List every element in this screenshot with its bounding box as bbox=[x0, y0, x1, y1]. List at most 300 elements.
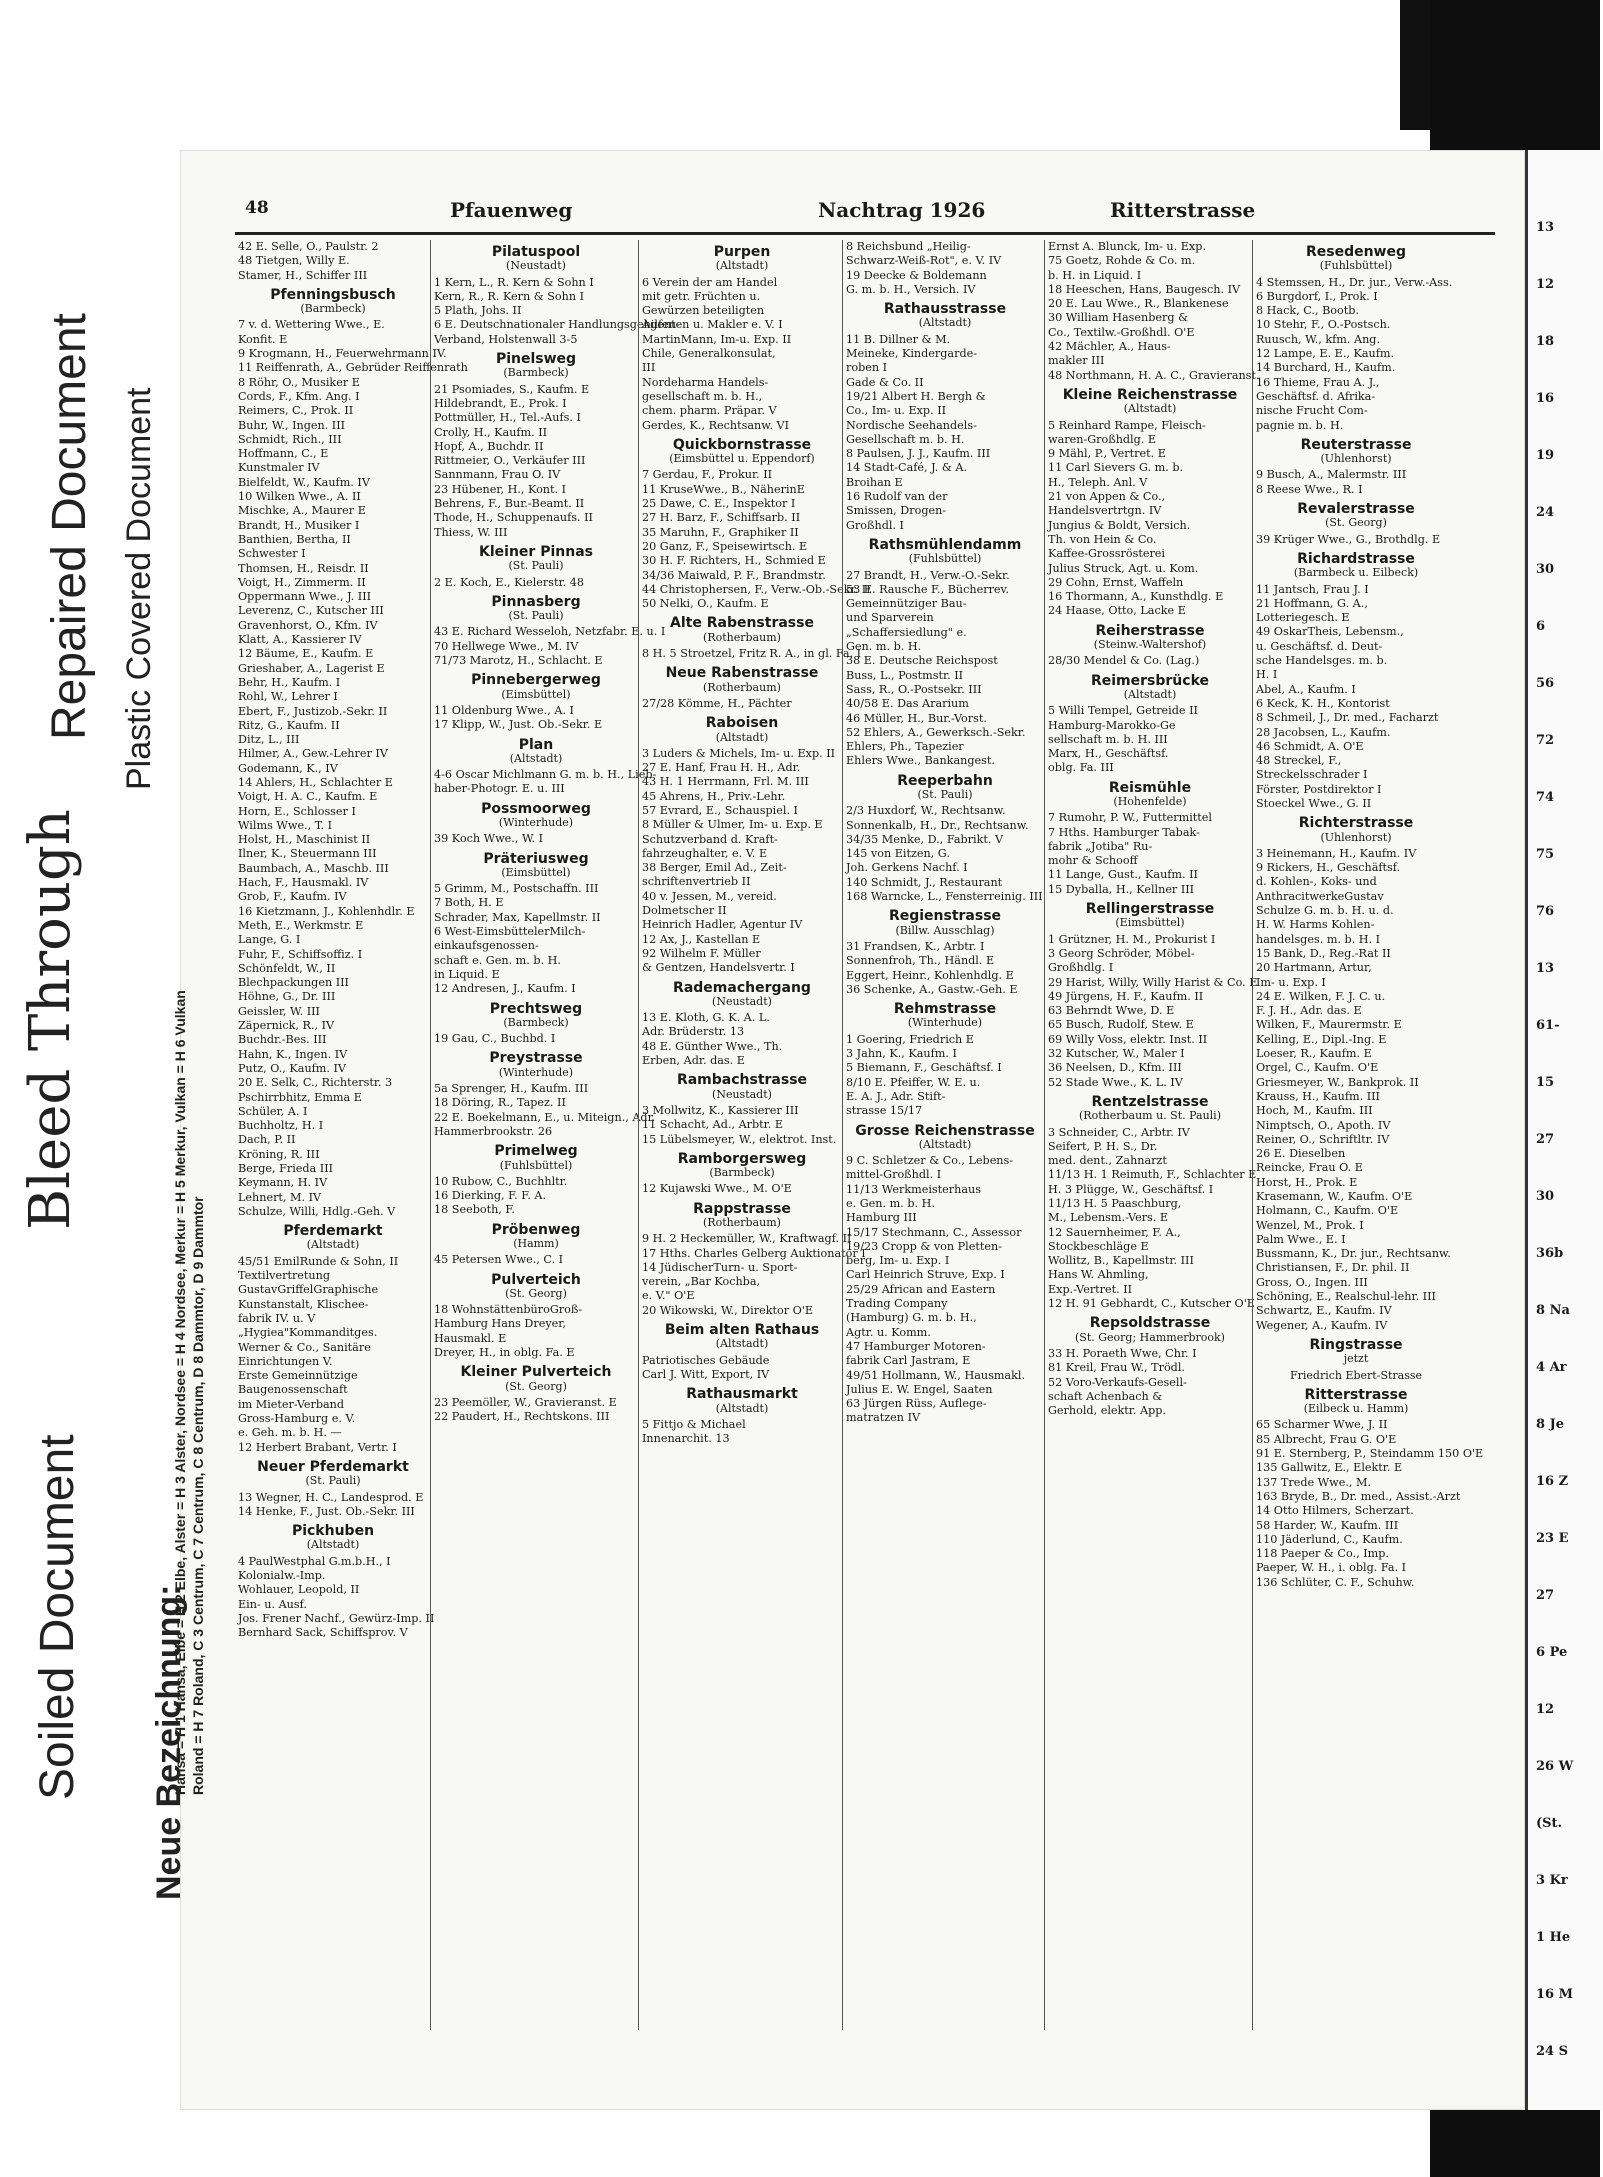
directory-entry: Schrader, Max, Kapellmstr. II bbox=[434, 910, 601, 924]
directory-entry: 6 E. Deutschnationaler Handlungsgehilfen- bbox=[434, 318, 680, 332]
directory-entry: Buchholtz, H. I bbox=[238, 1119, 324, 1133]
directory-entry: 15/17 Stechmann, C., Assessor bbox=[846, 1225, 1022, 1239]
directory-entry: Hilmer, A., Gew.-Lehrer IV bbox=[238, 747, 388, 761]
directory-entry: 22 Paudert, H., Rechtskons. III bbox=[434, 1410, 610, 1424]
directory-entry: Rohl, W., Lehrer I bbox=[238, 690, 338, 704]
directory-entry: Putz, O., Kaufm. IV bbox=[238, 1061, 347, 1075]
adjacent-page-fragment: 61- bbox=[1536, 1018, 1560, 1033]
district-label: (Steinw.-Waltershof) bbox=[1093, 638, 1207, 652]
directory-entry: 92 Wilhelm F. Müller bbox=[642, 946, 761, 960]
directory-entry: Co., Textilw.-Großhdl. O'E bbox=[1048, 325, 1195, 339]
district-label: (Altstadt) bbox=[306, 1538, 360, 1552]
directory-entry: 12 Ax, J., Kastellan E bbox=[642, 932, 761, 946]
directory-entry: Zäpernick, R., IV bbox=[238, 1019, 335, 1033]
street-heading: Ringstrasse bbox=[1309, 1336, 1403, 1353]
street-heading: Reuterstrasse bbox=[1300, 436, 1412, 453]
directory-entry: Kunstmaler IV bbox=[238, 461, 320, 475]
directory-entry: Agtr. u. Komm. bbox=[846, 1325, 931, 1339]
directory-entry: 6 Verein der am Handel bbox=[642, 275, 778, 289]
directory-entry: 29 Harist, Willy, Willy Harist & Co. E bbox=[1048, 975, 1258, 989]
directory-entry: 10 Wilken Wwe., A. II bbox=[238, 490, 361, 504]
directory-entry: makler III bbox=[1048, 354, 1105, 368]
adjacent-page-fragment: 16 M bbox=[1536, 1987, 1574, 2002]
directory-entry: Buss, L., Postmstr. II bbox=[846, 668, 964, 682]
directory-entry: Schwester I bbox=[238, 547, 306, 561]
directory-entry: schriftenvertrieb II bbox=[642, 875, 751, 889]
directory-entry: 16 Kietzmann, J., Kohlenhdlr. E bbox=[238, 904, 415, 918]
directory-entry: 85 Albrecht, Frau G. O'E bbox=[1256, 1432, 1397, 1446]
street-heading: Reiherstrasse bbox=[1095, 622, 1205, 639]
directory-entry: Crolly, H., Kaufm. II bbox=[434, 425, 548, 439]
directory-entry: 32 Kutscher, W., Maler I bbox=[1048, 1047, 1185, 1061]
district-label: (Rotherbaum u. St. Pauli) bbox=[1079, 1109, 1221, 1123]
directory-entry: 34/35 Menke, D., Fabrikt. V bbox=[846, 832, 1004, 846]
directory-entry: 18 Döring, R., Tapez. II bbox=[434, 1096, 566, 1110]
directory-entry: 4-6 Oscar Michlmann G. m. b. H., Lieb- bbox=[434, 768, 657, 782]
directory-entry: 14 Burchard, H., Kaufm. bbox=[1256, 361, 1396, 375]
directory-entry: 1 Kern, L., R. Kern & Sohn I bbox=[434, 275, 594, 289]
directory-entry: Stamer, H., Schiffer III bbox=[238, 268, 368, 282]
street-heading: Rambachstrasse bbox=[676, 1072, 808, 1089]
adjacent-page-fragment: 27 bbox=[1536, 1132, 1555, 1147]
directory-entry: 52 Voro-Verkaufs-Gesell- bbox=[1048, 1375, 1187, 1389]
directory-entry: 7 Both, H. E bbox=[434, 896, 504, 910]
directory-entry: Krasemann, W., Kaufm. O'E bbox=[1256, 1190, 1413, 1203]
directory-entry: Sonnenkalb, H., Dr., Rechtsanw. bbox=[846, 818, 1029, 832]
directory-entry: 135 Gallwitz, E., Elektr. E bbox=[1256, 1461, 1403, 1475]
directory-entry: 24 E. Wilken, F. J. C. u. bbox=[1256, 989, 1386, 1003]
street-heading: Richardstrasse bbox=[1297, 550, 1415, 567]
directory-entry: Wilken, F., Maurermstr. E bbox=[1256, 1018, 1402, 1032]
directory-column-6 bbox=[1252, 240, 1484, 2030]
directory-entry: 18 Heeschen, Hans, Baugesch. IV bbox=[1048, 282, 1241, 296]
directory-entry: 33 H. Poraeth Wwe, Chr. I bbox=[1048, 1346, 1197, 1360]
directory-entry: Textilvertretung bbox=[238, 1269, 330, 1283]
directory-entry: Grob, F., Kaufm. IV bbox=[238, 890, 347, 904]
district-label: (Winterhude) bbox=[498, 1065, 574, 1079]
directory-entry: Buchdr.-Bes. III bbox=[238, 1033, 327, 1047]
street-heading: Richterstrasse bbox=[1298, 815, 1414, 832]
street-heading: Repsoldstrasse bbox=[1089, 1315, 1211, 1332]
street-heading: Preystrasse bbox=[489, 1050, 583, 1067]
directory-entry: Kröning, R. III bbox=[238, 1147, 320, 1161]
directory-entry: 5a Sprenger, H., Kaufm. III bbox=[434, 1082, 589, 1096]
directory-entry: 36 Neelsen, D., Kfm. III bbox=[1048, 1061, 1182, 1075]
district-label: (St. Georg) bbox=[505, 1286, 567, 1300]
district-label: (Barmbeck) bbox=[503, 1015, 569, 1029]
adjacent-page-fragment: 6 bbox=[1536, 619, 1546, 634]
directory-entry: Reiner, O., Schriftltr. IV bbox=[1256, 1132, 1390, 1146]
directory-entry: 27 H. Barz, F., Schiffsarb. II bbox=[642, 511, 801, 525]
district-label: (Altstadt) bbox=[918, 1137, 972, 1151]
directory-entry: Blechpackungen III bbox=[238, 976, 349, 990]
adjacent-page-fragment: 1 He bbox=[1536, 1930, 1571, 1945]
street-heading: Rademachergang bbox=[673, 979, 811, 996]
page-number: 48 bbox=[245, 198, 269, 218]
directory-entry: Holst, H., Maschinist II bbox=[238, 833, 371, 847]
directory-entry: Wenzel, M., Prok. I bbox=[1256, 1218, 1364, 1232]
directory-entry: Ilner, K., Steuermann III bbox=[238, 847, 377, 861]
directory-entry: Hamburg-Marokko-Ge bbox=[1048, 718, 1176, 732]
directory-entry: 26 E. Dieselben bbox=[1256, 1147, 1346, 1161]
district-label: (Barmbeck) bbox=[709, 1166, 775, 1180]
directory-entry: 2/3 Huxdorf, W., Rechtsanw. bbox=[846, 804, 1006, 818]
directory-entry: Reincke, Frau O. E bbox=[1256, 1161, 1363, 1175]
street-heading: Pilatuspool bbox=[491, 244, 581, 260]
directory-entry: mohr & Schooff bbox=[1048, 854, 1138, 868]
legend-line-2: Roland = H 7 Roland, C 3 Centrum, C 7 Centrum, C 8 Centrum, D 8 Dammtor, D 9 Dammtor bbox=[190, 1196, 206, 1795]
directory-entry: Nordische Seehandels- bbox=[846, 418, 977, 432]
directory-entry: Gade & Co. II bbox=[846, 375, 924, 389]
directory-entry: Co., Im- u. Exp. II bbox=[846, 404, 947, 418]
district-label: (Altstadt) bbox=[715, 730, 769, 744]
directory-entry: e. Gen. m. b. H. bbox=[846, 1197, 935, 1210]
directory-entry: oblg. Fa. III bbox=[1048, 761, 1114, 775]
directory-entry: 14 Stadt-Café, J. & A. bbox=[846, 461, 968, 475]
directory-entry: Carl J. Witt, Export, IV bbox=[642, 1367, 770, 1381]
street-heading: Grosse Reichenstrasse bbox=[855, 1122, 1035, 1139]
directory-entry: 7 Rumohr, P. W., Futtermittel bbox=[1048, 811, 1212, 825]
directory-entry: Pschirrbhitz, Emma E bbox=[238, 1090, 362, 1104]
adjacent-page-fragment: (St. bbox=[1536, 1816, 1563, 1831]
adjacent-page-fragment: 12 bbox=[1536, 1702, 1555, 1717]
directory-entry: 48 Streckel, F., bbox=[1256, 754, 1342, 768]
street-heading: Pfenningsbusch bbox=[270, 286, 396, 303]
directory-entry: 19/21 Albert H. Bergh & bbox=[846, 389, 986, 403]
directory-entry: Verband, Holstenwall 3-5 bbox=[434, 332, 578, 346]
directory-entry: Gross-Hamburg e. V. bbox=[238, 1412, 356, 1426]
directory-entry: 10 Stehr, F., O.-Postsch. bbox=[1256, 318, 1391, 332]
directory-entry: verein, „Bar Kochba, bbox=[642, 1275, 761, 1289]
directory-entry: Leverenz, C., Kutscher III bbox=[238, 604, 384, 618]
directory-entry: Sass, R., O.-Postsekr. III bbox=[846, 682, 982, 696]
directory-entry: Schulze, Willi, Hdlg.-Geh. V bbox=[238, 1204, 396, 1218]
directory-entry: 53 E. Rausche F., Bücherrev. bbox=[846, 582, 1010, 596]
directory-entry: 9 Rickers, H., Geschäftsf. bbox=[1256, 861, 1401, 875]
directory-entry: 70 Hellwege Wwe., M. IV bbox=[434, 639, 579, 653]
directory-entry: 21 Psomiades, S., Kaufm. E bbox=[434, 382, 590, 396]
directory-entry: 11 Carl Sievers G. m. b. bbox=[1048, 461, 1184, 475]
directory-entry: 27 Brandt, H., Verw.-O.-Sekr. bbox=[846, 568, 1010, 582]
directory-entry: 6 Keck, K. H., Kontorist bbox=[1256, 696, 1390, 710]
directory-entry: matratzen IV bbox=[846, 1411, 921, 1425]
directory-entry: 8 Hack, C., Bootb. bbox=[1256, 304, 1359, 318]
adjacent-page-fragment: 4 Ar bbox=[1536, 1360, 1567, 1375]
directory-entry: 16 Rudolf van der bbox=[846, 490, 948, 504]
directory-entry: 27 E. Hanf, Frau H. H., Adr. bbox=[642, 761, 801, 775]
directory-entry: 136 Schlüter, C. F., Schuhw. bbox=[1256, 1575, 1415, 1589]
street-heading: Kleine Reichenstrasse bbox=[1062, 386, 1238, 403]
directory-entry: 8 Schmeil, J., Dr. med., Facharzt bbox=[1256, 711, 1439, 725]
directory-entry: 9 Mähl, P., Vertret. E bbox=[1048, 447, 1166, 461]
directory-entry: Paeper, W. H., i. oblg. Fa. I bbox=[1256, 1561, 1407, 1575]
adjacent-page-fragment: 16 Z bbox=[1536, 1474, 1569, 1489]
directory-entry: 12 Kujawski Wwe., M. O'E bbox=[642, 1182, 792, 1196]
district-label: (Altstadt) bbox=[715, 259, 769, 273]
district-label: (Barmbeck u. Eilbeck) bbox=[1293, 566, 1419, 580]
directory-entry: Voigt, H. A. C., Kaufm. E bbox=[238, 790, 378, 804]
repaired-document-label: Repaired Document bbox=[43, 313, 96, 740]
directory-entry: Orgel, C., Kaufm. O'E bbox=[1256, 1061, 1379, 1075]
directory-entry: 65 Busch, Rudolf, Stew. E bbox=[1048, 1018, 1194, 1032]
street-heading: Reismühle bbox=[1108, 779, 1192, 796]
directory-entry: Stoeckel Wwe., G. II bbox=[1256, 796, 1372, 810]
directory-entry: 2 E. Koch, E., Kielerstr. 48 bbox=[434, 575, 584, 589]
directory-entry: Exp.-Vertret. II bbox=[1048, 1282, 1133, 1296]
district-label: (Altstadt) bbox=[715, 1401, 769, 1415]
directory-entry: 34/36 Maiwald, P. F., Brandmstr. bbox=[642, 568, 826, 582]
directory-entry: 69 Willy Voss, elektr. Inst. II bbox=[1048, 1032, 1208, 1046]
street-heading: Rathsmühlendamm bbox=[868, 536, 1022, 553]
directory-entry: chem. pharm. Präpar. V bbox=[642, 404, 777, 418]
district-label: jetzt bbox=[1343, 1352, 1369, 1366]
directory-entry: 11 KruseWwe., B., NäherinE bbox=[642, 482, 805, 496]
directory-entry: 35 Maruhn, F., Graphiker II bbox=[642, 525, 799, 539]
directory-entry: Th. von Hein & Co. bbox=[1048, 532, 1157, 546]
district-label: (Altstadt) bbox=[918, 316, 972, 330]
district-label: (Altstadt) bbox=[509, 751, 563, 765]
directory-entry: Hahn, K., Ingen. IV bbox=[238, 1047, 348, 1061]
directory-entry: e. Geh. m. b. H. — bbox=[238, 1426, 342, 1440]
directory-entry: 11/13 Werkmeisterhaus bbox=[846, 1182, 981, 1196]
directory-entry: Schwarz-Weiß-Rot", e. V. IV bbox=[846, 254, 1002, 268]
directory-entry: 39 Krüger Wwe., G., Brothdlg. E bbox=[1256, 532, 1441, 546]
directory-entry: Jos. Frener Nachf., Gewürz-Imp. II bbox=[238, 1611, 435, 1625]
bleed-through-label: Bleed Through bbox=[18, 809, 83, 1230]
directory-entry: III bbox=[642, 361, 656, 375]
street-heading: Rathausmarkt bbox=[686, 1386, 798, 1403]
directory-page bbox=[150, 150, 1525, 2110]
directory-entry: Hoffmann, C., E bbox=[238, 447, 329, 461]
street-heading: Prechtsweg bbox=[489, 1000, 583, 1017]
directory-entry: 42 Mächler, A., Haus- bbox=[1048, 340, 1171, 354]
district-label: (Hohenfelde) bbox=[1113, 794, 1187, 808]
directory-entry: Schmidt, Rich., III bbox=[238, 432, 342, 446]
street-heading: Purpen bbox=[713, 244, 771, 260]
directory-entry: 91 E. Sternberg, P., Steindamm 150 O'E bbox=[1256, 1447, 1484, 1461]
directory-entry: berg, Im- u. Exp. I bbox=[846, 1254, 950, 1268]
directory-entry: 20 E. Selk, C., Richterstr. 3 bbox=[238, 1076, 393, 1090]
directory-entry: 5 Grimm, M., Postschaffn. III bbox=[434, 882, 599, 896]
directory-entry: Meineke, Kindergarde- bbox=[846, 347, 978, 361]
directory-entry: Erben, Adr. das. E bbox=[642, 1054, 745, 1068]
directory-entry: Berge, Frieda III bbox=[238, 1162, 334, 1175]
directory-entry: Ehlers Wwe., Bankangest. bbox=[846, 754, 995, 768]
directory-entry: 22 E. Boekelmann, E., u. Miteign., Adr. bbox=[434, 1110, 656, 1124]
directory-entry: 48 E. Günther Wwe., Th. bbox=[642, 1039, 783, 1053]
directory-entry: Patriotisches Gebäude bbox=[642, 1353, 770, 1367]
directory-entry: & Gentzen, Handelsvertr. I bbox=[642, 961, 795, 975]
neue-bezeichnung-label: Neue Bezeichnung: bbox=[150, 1584, 188, 1900]
street-heading: Primelweg bbox=[494, 1143, 578, 1160]
directory-entry: 1 Goering, Friedrich E bbox=[846, 1032, 974, 1046]
district-label: (Neustadt) bbox=[712, 1087, 772, 1101]
adjacent-page-fragment: 16 bbox=[1536, 391, 1555, 406]
directory-entry: 11/13 H. 1 Reimuth, F., Schlachter E bbox=[1048, 1168, 1257, 1182]
street-heading: Rehmstrasse bbox=[893, 1001, 997, 1018]
directory-entry: Ernst A. Blunck, Im- u. Exp. bbox=[1048, 240, 1206, 253]
directory-entry: 11/13 H. 5 Paaschburg, bbox=[1048, 1197, 1182, 1210]
legend-line-1: Hansa = H 1 Hansa, Elbe = H 2 Elbe, Alster = H 3 Alster, Nordsee = H 4 Nordsee, Merkur = H 5 Merkur, Vulkan = H 6 Vulkan bbox=[172, 990, 188, 1795]
directory-entry: 25/29 African and Eastern bbox=[846, 1282, 996, 1296]
directory-entry: 8/10 E. Pfeiffer, W. E. u. bbox=[846, 1075, 981, 1089]
directory-entry: 8 Paulsen, J. J., Kaufm. III bbox=[846, 447, 991, 461]
directory-entry: 8 Müller & Ulmer, Im- u. Exp. E bbox=[642, 818, 823, 832]
street-heading: Raboisen bbox=[705, 715, 779, 732]
directory-entry: Griesmeyer, W., Bankprok. II bbox=[1256, 1075, 1419, 1089]
directory-entry: 71/73 Marotz, H., Schlacht. E bbox=[434, 654, 603, 668]
directory-entry: 163 Bryde, B., Dr. med., Assist.-Arzt bbox=[1256, 1489, 1461, 1503]
adjacent-page-fragment: 23 E bbox=[1536, 1531, 1569, 1546]
directory-entry: 75 Goetz, Rohde & Co. m. bbox=[1048, 254, 1196, 268]
street-heading: Ramborgersweg bbox=[677, 1150, 807, 1167]
directory-entry: Hildebrandt, E., Prok. I bbox=[434, 396, 567, 410]
directory-entry: Geschäftsf. d. Afrika- bbox=[1256, 389, 1376, 403]
directory-entry: 7 Hths. Hamburger Tabak- bbox=[1048, 825, 1200, 839]
adjacent-page-fragment: 8 Je bbox=[1536, 1417, 1564, 1432]
directory-entry: 42 E. Selle, O., Paulstr. 2 bbox=[238, 240, 379, 253]
district-label: (St. Pauli) bbox=[917, 787, 973, 801]
directory-entry: 45 Petersen Wwe., C. I bbox=[434, 1253, 564, 1267]
directory-entry: 14 JüdischerTurn- u. Sport- bbox=[642, 1260, 798, 1274]
directory-entry: 4 PaulWestphal G.m.b.H., I bbox=[238, 1554, 391, 1568]
directory-entry: 49 OskarTheis, Lebensm., bbox=[1256, 625, 1404, 639]
directory-entry: 20 Hartmann, Artur, bbox=[1256, 961, 1372, 975]
district-label: (Uhlenhorst) bbox=[1320, 830, 1392, 844]
supplement-heading: Nachtrag 1926 bbox=[818, 198, 986, 222]
directory-entry: „Schaffersiedlung" e. bbox=[846, 625, 967, 639]
directory-entry: 21 Hoffmann, G. A., bbox=[1256, 596, 1368, 610]
directory-entry: 15 Bank, D., Reg.-Rat II bbox=[1256, 946, 1391, 960]
directory-entry: 5 Fittjo & Michael bbox=[642, 1417, 746, 1431]
directory-entry: 28 Jacobsen, L., Kaufm. bbox=[1256, 725, 1391, 739]
directory-entry: Schulze G. m. b. H. u. d. bbox=[1256, 904, 1394, 918]
directory-entry: Gesellschaft m. b. H. bbox=[846, 432, 965, 446]
directory-entry: 18 WohnstättenbüroGroß- bbox=[434, 1303, 583, 1317]
directory-column-5 bbox=[1044, 240, 1260, 2030]
street-heading: Revalerstrasse bbox=[1297, 501, 1415, 518]
street-heading: Kleiner Pulverteich bbox=[460, 1364, 612, 1381]
directory-entry: 23 Peemöller, W., Gravieranst. E bbox=[434, 1395, 617, 1409]
street-heading: Possmoorweg bbox=[481, 800, 591, 817]
district-label: (Eimsbüttel) bbox=[501, 865, 571, 879]
directory-entry: Lange, G. I bbox=[238, 933, 301, 947]
directory-entry: Ruusch, W., kfm. Ang. bbox=[1256, 332, 1381, 346]
header-rule bbox=[235, 232, 1495, 235]
adjacent-page-fragment: 36b bbox=[1536, 1246, 1564, 1261]
directory-entry: 49/51 Hollmann, W., Hausmakl. bbox=[846, 1368, 1026, 1382]
street-heading: Pickhuben bbox=[291, 1523, 375, 1540]
directory-entry: handelsges. m. b. H. I bbox=[1256, 932, 1381, 946]
directory-entry: Mischke, A., Maurer E bbox=[238, 504, 366, 518]
directory-entry: haber-Photogr. E. u. III bbox=[434, 782, 565, 796]
directory-entry: 3 Mollwitz, K., Kassierer III bbox=[642, 1103, 799, 1117]
directory-entry: H. W. Harms Kohlen- bbox=[1256, 918, 1375, 932]
directory-entry: med. dent., Zahnarzt bbox=[1048, 1154, 1167, 1168]
street-heading: Ritterstrasse bbox=[1304, 1386, 1408, 1403]
directory-entry: Streckelsschrader I bbox=[1256, 768, 1368, 782]
directory-entry: 20 Wikowski, W., Direktor O'E bbox=[642, 1303, 814, 1317]
directory-entry: Sonnenfroh, Th., Händl. E bbox=[846, 954, 995, 968]
directory-entry: Kaffee-Grossrösterei bbox=[1048, 547, 1165, 561]
directory-entry: Brandt, H., Musiker I bbox=[238, 518, 360, 532]
directory-entry: 14 Henke, F., Just. Ob.-Sekr. III bbox=[238, 1504, 415, 1518]
directory-entry: 7 Gerdau, F., Prokur. II bbox=[642, 468, 773, 482]
directory-entry: Hammerbrookstr. 26 bbox=[434, 1124, 553, 1138]
directory-entry: 8 Reese Wwe., R. I bbox=[1256, 482, 1363, 496]
directory-entry: 50 Nelki, O., Kaufm. E bbox=[642, 597, 769, 611]
directory-entry: E. A. J., Adr. Stift- bbox=[846, 1089, 946, 1103]
directory-entry: Handelsvertrtgn. IV bbox=[1048, 504, 1162, 518]
directory-entry: 11 Jantsch, Frau J. I bbox=[1256, 582, 1369, 596]
directory-entry: 6 West-EimsbüttelerMilch- bbox=[434, 925, 586, 939]
district-label: (St. Pauli) bbox=[305, 1474, 361, 1488]
directory-entry: 8 Röhr, O., Musiker E bbox=[238, 375, 360, 389]
directory-entry: nische Frucht Com- bbox=[1256, 404, 1368, 418]
directory-entry: mittel-Großhdl. I bbox=[846, 1168, 942, 1182]
directory-entry: G. m. b. H., Versich. IV bbox=[846, 282, 976, 296]
directory-entry: 5 Reinhard Rampe, Fleisch- bbox=[1048, 418, 1206, 432]
directory-entry: 11 Schacht, Ad., Arbtr. E bbox=[642, 1118, 784, 1132]
directory-entry: fabrik Carl Jastram, E bbox=[846, 1354, 971, 1368]
last-street-heading: Ritterstrasse bbox=[1110, 198, 1256, 222]
adjacent-page-fragment: 75 bbox=[1536, 847, 1555, 862]
district-label: (St. Georg) bbox=[505, 1379, 567, 1393]
directory-entry: Werner & Co., Sanitäre bbox=[238, 1340, 371, 1354]
directory-entry: Grieshaber, A., Lagerist E bbox=[238, 661, 385, 675]
directory-entry: fahrzeughalter, e. V. E bbox=[642, 846, 768, 860]
directory-entry: Gen. m. b. H. bbox=[846, 640, 922, 654]
directory-entry: 16 Dierking, F. F. A. bbox=[434, 1189, 547, 1203]
directory-entry: Wilms Wwe., T. I bbox=[238, 818, 333, 832]
directory-entry: Christiansen, F., Dr. phil. II bbox=[1256, 1261, 1410, 1275]
directory-entry: Krauss, H., Kaufm. III bbox=[1256, 1089, 1380, 1103]
directory-entry: fabrik „Jotiba" Ru- bbox=[1048, 839, 1153, 853]
directory-entry: Schüler, A. I bbox=[238, 1104, 308, 1118]
directory-entry: Konfit. E bbox=[238, 332, 288, 346]
directory-entry: Carl Heinrich Struve, Exp. I bbox=[846, 1268, 1005, 1282]
directory-entry: Thomsen, H., Reisdr. II bbox=[238, 561, 369, 575]
directory-entry: 145 von Eitzen, G. bbox=[846, 847, 950, 861]
directory-entry: Seifert, P. H. S., Dr. bbox=[1048, 1139, 1158, 1153]
directory-entry: Schöning, E., Realschul-lehr. III bbox=[1256, 1290, 1436, 1304]
directory-entry: Hans W. Ahmling, bbox=[1048, 1268, 1149, 1282]
directory-entry: Abel, A., Kaufm. I bbox=[1256, 682, 1356, 696]
directory-entry: 16 Thieme, Frau A. J., bbox=[1256, 375, 1380, 389]
directory-entry: Hamburg III bbox=[846, 1211, 917, 1225]
directory-entry: 44 Christophersen, F., Verw.-Ob.-Sekr. II bbox=[642, 582, 871, 596]
directory-entry: 30 H. F. Richters, H., Schmied E bbox=[642, 554, 826, 568]
directory-entry: 11 Lange, Gust., Kaufm. II bbox=[1048, 868, 1198, 882]
directory-entry: 45 Ahrens, H., Priv.-Lehr. bbox=[642, 789, 786, 803]
directory-entry: Lehnert, M. IV bbox=[238, 1190, 322, 1204]
street-heading: Reeperbahn bbox=[897, 772, 993, 789]
adjacent-page-fragment: 19 bbox=[1536, 448, 1555, 463]
directory-entry: 40 v. Jessen, M., vereid. bbox=[642, 889, 777, 903]
adjacent-page-fragment: 6 Pe bbox=[1536, 1645, 1568, 1660]
directory-entry: 58 Harder, W., Kaufm. III bbox=[1256, 1518, 1399, 1532]
directory-entry: im Mieter-Verband bbox=[238, 1397, 345, 1411]
directory-entry: Bussmann, K., Dr. jur., Rechtsanw. bbox=[1256, 1247, 1451, 1261]
directory-entry: Hamburg Hans Dreyer, bbox=[434, 1317, 566, 1331]
directory-entry: Gerdes, K., Rechtsanw. VI bbox=[642, 418, 790, 432]
directory-entry: Höhne, G., Dr. III bbox=[238, 990, 336, 1004]
district-label: (Altstadt) bbox=[306, 1238, 360, 1252]
directory-entry: M., Lebensm.-Vers. E bbox=[1048, 1211, 1169, 1225]
directory-entry: 13 E. Kloth, G. K. A. L. bbox=[642, 1011, 770, 1025]
directory-entry: 38 Berger, Emil Ad., Zeit- bbox=[642, 861, 787, 875]
adjacent-page-edge bbox=[1525, 150, 1603, 2110]
